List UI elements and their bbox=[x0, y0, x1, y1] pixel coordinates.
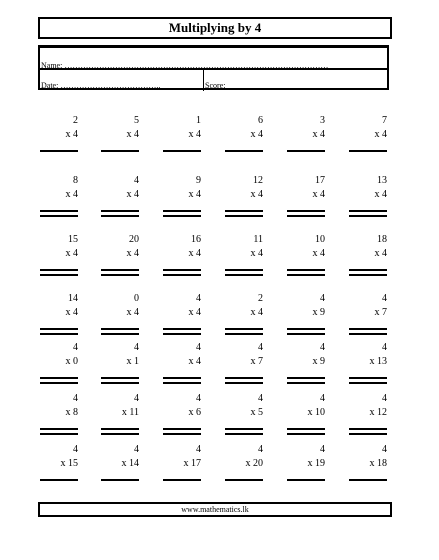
answer-line[interactable] bbox=[163, 328, 201, 335]
answer-line[interactable] bbox=[40, 150, 78, 152]
multiplier: x 4 bbox=[65, 129, 78, 140]
math-problem bbox=[225, 443, 263, 471]
answer-line[interactable] bbox=[349, 269, 387, 276]
multiplier: x 4 bbox=[188, 356, 201, 367]
answer-line[interactable] bbox=[225, 377, 263, 384]
answer-line[interactable] bbox=[163, 269, 201, 276]
multiplier: x 9 bbox=[312, 356, 325, 367]
math-problem bbox=[349, 443, 387, 471]
answer-line[interactable] bbox=[287, 328, 325, 335]
multiplicand: 4 bbox=[382, 293, 387, 304]
answer-line[interactable] bbox=[225, 269, 263, 276]
answer-line[interactable] bbox=[287, 479, 325, 481]
multiplicand: 6 bbox=[258, 115, 263, 126]
multiplier: x 20 bbox=[245, 458, 263, 469]
multiplier: x 13 bbox=[369, 356, 387, 367]
info-row-divider bbox=[40, 68, 387, 70]
multiplicand: 15 bbox=[68, 234, 78, 245]
answer-line[interactable] bbox=[163, 210, 201, 217]
multiplier: x 4 bbox=[312, 129, 325, 140]
multiplicand: 9 bbox=[196, 175, 201, 186]
multiplicand: 2 bbox=[258, 293, 263, 304]
answer-line[interactable] bbox=[101, 377, 139, 384]
multiplicand: 4 bbox=[258, 393, 263, 404]
math-problem bbox=[225, 392, 263, 420]
multiplier: x 1 bbox=[126, 356, 139, 367]
multiplicand: 13 bbox=[377, 175, 387, 186]
answer-line[interactable] bbox=[101, 428, 139, 435]
answer-line[interactable] bbox=[349, 150, 387, 152]
multiplier: x 4 bbox=[188, 248, 201, 259]
multiplicand: 2 bbox=[73, 115, 78, 126]
multiplicand: 5 bbox=[134, 115, 139, 126]
answer-line[interactable] bbox=[287, 269, 325, 276]
answer-line[interactable] bbox=[225, 210, 263, 217]
math-problem bbox=[163, 392, 201, 420]
multiplier: x 10 bbox=[307, 407, 325, 418]
multiplicand: 4 bbox=[196, 293, 201, 304]
math-problem bbox=[287, 292, 325, 320]
math-problem bbox=[101, 292, 139, 320]
multiplier: x 11 bbox=[121, 407, 139, 418]
multiplier: x 17 bbox=[183, 458, 201, 469]
answer-line[interactable] bbox=[40, 328, 78, 335]
math-problem bbox=[163, 341, 201, 369]
math-problem bbox=[225, 174, 263, 202]
answer-line[interactable] bbox=[163, 377, 201, 384]
answer-line[interactable] bbox=[101, 150, 139, 152]
multiplicand: 4 bbox=[320, 293, 325, 304]
math-problem bbox=[287, 174, 325, 202]
multiplicand: 4 bbox=[73, 342, 78, 353]
multiplicand: 0 bbox=[134, 293, 139, 304]
math-problem bbox=[225, 233, 263, 261]
math-problem bbox=[101, 114, 139, 142]
multiplicand: 4 bbox=[382, 342, 387, 353]
multiplier: x 4 bbox=[312, 248, 325, 259]
math-problem bbox=[40, 114, 78, 142]
multiplier: x 4 bbox=[65, 248, 78, 259]
math-problem bbox=[101, 443, 139, 471]
math-problem bbox=[101, 392, 139, 420]
footer-url: www.mathematics.lk bbox=[38, 502, 392, 517]
math-problem bbox=[349, 174, 387, 202]
answer-line[interactable] bbox=[225, 150, 263, 152]
multiplier: x 7 bbox=[250, 356, 263, 367]
answer-line[interactable] bbox=[40, 428, 78, 435]
answer-line[interactable] bbox=[101, 479, 139, 481]
multiplicand: 12 bbox=[253, 175, 263, 186]
math-problem bbox=[349, 114, 387, 142]
multiplier: x 4 bbox=[374, 129, 387, 140]
multiplicand: 17 bbox=[315, 175, 325, 186]
multiplicand: 11 bbox=[253, 234, 263, 245]
multiplicand: 20 bbox=[129, 234, 139, 245]
answer-line[interactable] bbox=[349, 479, 387, 481]
math-problem bbox=[225, 341, 263, 369]
math-problem bbox=[287, 114, 325, 142]
student-info-box bbox=[38, 45, 389, 90]
math-problem bbox=[163, 233, 201, 261]
multiplicand: 18 bbox=[377, 234, 387, 245]
math-problem bbox=[40, 443, 78, 471]
multiplicand: 4 bbox=[196, 444, 201, 455]
math-problem bbox=[349, 292, 387, 320]
math-problem bbox=[287, 233, 325, 261]
multiplier: x 8 bbox=[65, 407, 78, 418]
multiplicand: 4 bbox=[73, 444, 78, 455]
multiplicand: 3 bbox=[320, 115, 325, 126]
answer-line[interactable] bbox=[287, 150, 325, 152]
answer-line[interactable] bbox=[287, 210, 325, 217]
multiplicand: 4 bbox=[134, 393, 139, 404]
multiplier: x 4 bbox=[126, 307, 139, 318]
multiplier: x 4 bbox=[65, 307, 78, 318]
multiplicand: 7 bbox=[382, 115, 387, 126]
math-problem bbox=[225, 292, 263, 320]
answer-line[interactable] bbox=[101, 269, 139, 276]
multiplicand: 10 bbox=[315, 234, 325, 245]
multiplier: x 19 bbox=[307, 458, 325, 469]
math-problem bbox=[40, 392, 78, 420]
math-problem bbox=[40, 233, 78, 261]
multiplicand: 8 bbox=[73, 175, 78, 186]
multiplicand: 4 bbox=[320, 393, 325, 404]
name-field-label: Name: ……………………………………………………………………………………… bbox=[41, 61, 329, 70]
multiplier: x 18 bbox=[369, 458, 387, 469]
math-problem bbox=[40, 174, 78, 202]
multiplicand: 4 bbox=[382, 444, 387, 455]
multiplier: x 4 bbox=[250, 189, 263, 200]
multiplicand: 1 bbox=[196, 115, 201, 126]
multiplier: x 4 bbox=[188, 307, 201, 318]
multiplier: x 12 bbox=[369, 407, 387, 418]
answer-line[interactable] bbox=[349, 328, 387, 335]
answer-line[interactable] bbox=[163, 479, 201, 481]
multiplicand: 4 bbox=[196, 342, 201, 353]
multiplicand: 16 bbox=[191, 234, 201, 245]
math-problem bbox=[163, 292, 201, 320]
math-problem bbox=[287, 443, 325, 471]
math-problem bbox=[163, 114, 201, 142]
answer-line[interactable] bbox=[287, 377, 325, 384]
math-problem bbox=[40, 341, 78, 369]
math-problem bbox=[101, 233, 139, 261]
multiplicand: 4 bbox=[134, 444, 139, 455]
multiplicand: 14 bbox=[68, 293, 78, 304]
multiplier: x 15 bbox=[60, 458, 78, 469]
answer-line[interactable] bbox=[40, 269, 78, 276]
multiplier: x 4 bbox=[126, 248, 139, 259]
math-problem bbox=[101, 341, 139, 369]
multiplier: x 4 bbox=[250, 307, 263, 318]
answer-line[interactable] bbox=[40, 210, 78, 217]
multiplier: x 4 bbox=[188, 189, 201, 200]
score-field-label: Score: bbox=[205, 81, 226, 90]
multiplier: x 5 bbox=[250, 407, 263, 418]
answer-line[interactable] bbox=[225, 328, 263, 335]
multiplier: x 4 bbox=[188, 129, 201, 140]
answer-line[interactable] bbox=[163, 150, 201, 152]
multiplier: x 6 bbox=[188, 407, 201, 418]
multiplier: x 4 bbox=[126, 189, 139, 200]
multiplier: x 4 bbox=[374, 189, 387, 200]
answer-line[interactable] bbox=[225, 479, 263, 481]
multiplier: x 4 bbox=[312, 189, 325, 200]
multiplicand: 4 bbox=[382, 393, 387, 404]
math-problem bbox=[349, 233, 387, 261]
answer-line[interactable] bbox=[225, 428, 263, 435]
multiplicand: 4 bbox=[258, 342, 263, 353]
multiplier: x 0 bbox=[65, 356, 78, 367]
multiplicand: 4 bbox=[134, 175, 139, 186]
math-problem bbox=[101, 174, 139, 202]
math-problem bbox=[287, 341, 325, 369]
math-problem bbox=[163, 443, 201, 471]
answer-line[interactable] bbox=[101, 328, 139, 335]
math-problem bbox=[349, 392, 387, 420]
answer-line[interactable] bbox=[287, 428, 325, 435]
math-problem bbox=[287, 392, 325, 420]
multiplicand: 4 bbox=[258, 444, 263, 455]
multiplicand: 4 bbox=[134, 342, 139, 353]
multiplicand: 4 bbox=[73, 393, 78, 404]
multiplier: x 4 bbox=[65, 189, 78, 200]
multiplier: x 4 bbox=[126, 129, 139, 140]
answer-line[interactable] bbox=[349, 210, 387, 217]
math-problem bbox=[349, 341, 387, 369]
date-field-label: Date: ……………………………….. bbox=[41, 81, 161, 90]
multiplier: x 4 bbox=[250, 248, 263, 259]
multiplicand: 4 bbox=[320, 444, 325, 455]
answer-line[interactable] bbox=[349, 377, 387, 384]
multiplier: x 4 bbox=[250, 129, 263, 140]
answer-line[interactable] bbox=[349, 428, 387, 435]
math-problem bbox=[163, 174, 201, 202]
multiplier: x 7 bbox=[374, 307, 387, 318]
answer-line[interactable] bbox=[163, 428, 201, 435]
multiplier: x 14 bbox=[121, 458, 139, 469]
multiplicand: 4 bbox=[320, 342, 325, 353]
worksheet-title: Multiplying by 4 bbox=[38, 17, 392, 39]
answer-line[interactable] bbox=[40, 377, 78, 384]
answer-line[interactable] bbox=[101, 210, 139, 217]
multiplier: x 4 bbox=[374, 248, 387, 259]
multiplicand: 4 bbox=[196, 393, 201, 404]
math-problem bbox=[40, 292, 78, 320]
math-problem bbox=[225, 114, 263, 142]
multiplier: x 9 bbox=[312, 307, 325, 318]
answer-line[interactable] bbox=[40, 479, 78, 481]
